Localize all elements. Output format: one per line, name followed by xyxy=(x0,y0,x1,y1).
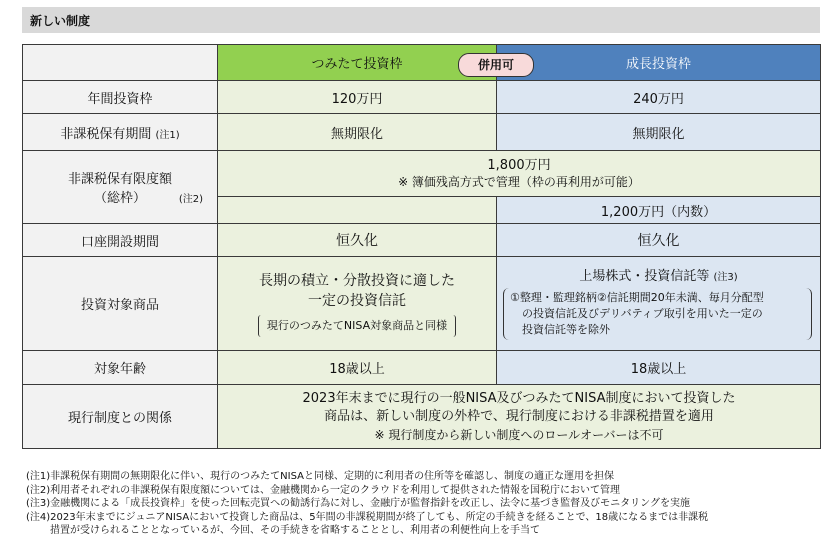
annual-tsumitate: 120万円 xyxy=(218,81,497,114)
page-title: 新しい制度 xyxy=(30,14,91,28)
products-seicho-note: (注3) xyxy=(713,272,738,283)
limit-total-cell xyxy=(218,151,821,197)
footnote-3: (注3)金融機関による「成長投資枠」を使った回転売買への勧誘行為に対し、金融庁が監督指針を改正し、法令に基づき監督及びモニタリングを実施 xyxy=(26,498,690,510)
relation-label: 現行制度との関係 xyxy=(23,385,218,449)
account-row xyxy=(23,224,821,257)
limit-label-sub: （総枠） xyxy=(93,191,146,206)
relation-line1: 2023年末までに現行の一般NISA及びつみたてNISA制度において投資した xyxy=(302,390,736,406)
relation-line2: 商品は、新しい制度の外枠で、現行制度における非課税措置を適用 xyxy=(324,408,714,424)
products-seicho-bracket-line2: の投資信託及びデリバティブ取引を用いた一定の xyxy=(522,307,763,320)
products-row xyxy=(23,257,821,351)
age-seicho: 18歳以上 xyxy=(497,351,821,385)
title-bar xyxy=(22,7,820,33)
period-seicho: 無期限化 xyxy=(497,114,821,151)
tsumitate-header xyxy=(218,45,514,81)
relation-row xyxy=(23,385,821,449)
period-tsumitate: 無期限化 xyxy=(218,114,497,151)
footnote-4-cont: 措置が受けられることとなっているが、今回、その手続きを省略することとし、利用者の利便性向上を手当て xyxy=(50,525,540,537)
products-seicho-main: 上場株式・投資信託等 xyxy=(579,269,710,284)
period-row xyxy=(23,114,821,151)
products-seicho-bracket-line1: ①整理・監理銘柄②信託期間20年未満、毎月分配型 xyxy=(510,291,764,304)
limit-total: 1,800万円 xyxy=(487,157,551,173)
header-blank xyxy=(23,45,218,81)
products-tsumitate-line1: 長期の積立・分散投資に適した xyxy=(259,272,455,289)
limit-label: 非課税保有限度額 xyxy=(67,172,172,187)
products-seicho xyxy=(497,257,821,351)
footnote-4: (注4)2023年末までにジュニアNISAにおいて投資した商品は、5年間の非課税期間が終了しても、所定の手続きを経ることで、18歳になるまでは非課税 xyxy=(26,511,709,523)
footnote-2: (注2)利用者それぞれの非課税保有限度額については、金融機関から一定のクラウドを利用して提供された情報を国税庁において管理 xyxy=(26,484,620,496)
age-label: 対象年齢 xyxy=(23,351,218,385)
account-tsumitate: 恒久化 xyxy=(218,224,497,257)
limit-label-cell xyxy=(23,151,218,224)
account-label: 口座開設期間 xyxy=(23,224,218,257)
period-label-cell xyxy=(23,114,218,151)
limit-note: (注2) xyxy=(178,194,203,205)
tsumitate-header-label: つみたて投資枠 xyxy=(311,57,403,72)
age-tsumitate: 18歳以上 xyxy=(218,351,497,385)
products-seicho-main-row xyxy=(497,265,820,284)
header-row xyxy=(23,45,821,81)
footnote-1: (注1)非課税保有期間の無期限化に伴い、現行のつみたてNISAと同様、定期的に利用者の住所等を確認し、制度の適正な運用を担保 xyxy=(26,471,614,482)
combined-badge: 併用可 xyxy=(458,53,534,77)
footnotes xyxy=(26,470,826,538)
relation-cell xyxy=(218,385,821,449)
account-seicho: 恒久化 xyxy=(497,224,821,257)
products-seicho-bracket xyxy=(503,288,812,340)
products-tsumitate xyxy=(218,257,497,351)
annual-label: 年間投資枠 xyxy=(23,81,218,114)
limit-tsumitate-blank xyxy=(218,197,497,224)
seicho-header: 成長投資枠 xyxy=(497,45,821,81)
nisa-comparison-table xyxy=(22,44,821,449)
limit-seicho: 1,200万円（内数） xyxy=(497,197,821,224)
products-tsumitate-line2: 一定の投資信託 xyxy=(308,292,406,309)
limit-row-top xyxy=(23,151,821,197)
products-tsumitate-bracket: 現行のつみたてNISA対象商品と同様 xyxy=(258,315,456,337)
annual-row xyxy=(23,81,821,114)
period-label: 非課税保有期間 xyxy=(60,126,152,142)
products-label: 投資対象商品 xyxy=(23,257,218,351)
annual-seicho: 240万円 xyxy=(497,81,821,114)
limit-total-note: ※ 簿価残高方式で管理（枠の再利用が可能） xyxy=(398,174,640,189)
products-seicho-bracket-line3: 投資信託等を除外 xyxy=(522,323,610,336)
relation-line3: ※ 現行制度から新しい制度へのロールオーバーは不可 xyxy=(374,427,664,442)
age-row xyxy=(23,351,821,385)
period-note: (注1) xyxy=(155,129,180,141)
